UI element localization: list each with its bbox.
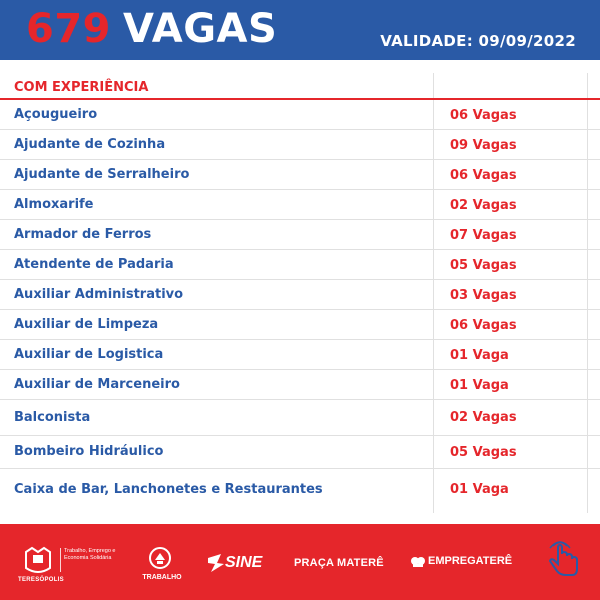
table-row [0, 190, 600, 220]
validity-date: VALIDADE: 09/09/2022 [380, 32, 576, 50]
table-row [0, 310, 600, 340]
table-row [0, 340, 600, 370]
job-rows [0, 100, 600, 509]
table-row [0, 250, 600, 280]
job-count: 02 Vagas [450, 198, 517, 213]
job-title: Auxiliar de Marceneiro [14, 377, 180, 392]
job-count: 05 Vagas [450, 258, 517, 273]
job-count: 03 Vagas [450, 288, 517, 303]
sine-label: SINE [225, 554, 263, 571]
table-row [0, 220, 600, 250]
table-row [0, 400, 600, 436]
trabalho-icon [148, 546, 172, 570]
footer-banner [0, 524, 600, 600]
empregatere-icon [410, 556, 426, 568]
job-title: Auxiliar de Limpeza [14, 317, 159, 332]
table-row [0, 280, 600, 310]
table-row [0, 160, 600, 190]
job-title: Ajudante de Serralheiro [14, 167, 190, 182]
job-count: 01 Vaga [450, 378, 509, 393]
job-count: 06 Vagas [450, 318, 517, 333]
job-title: Armador de Ferros [14, 227, 152, 242]
section-header-row [0, 73, 600, 100]
hand-tap-icon [542, 538, 584, 580]
job-count: 01 Vaga [450, 348, 509, 363]
city-name: TERESÓPOLIS [18, 577, 64, 583]
jobs-table [0, 73, 600, 513]
table-row [0, 436, 600, 469]
job-title: Ajudante de Cozinha [14, 137, 166, 152]
sine-logo [205, 552, 275, 582]
table-row [0, 370, 600, 400]
table-row [0, 100, 600, 130]
table-row [0, 469, 600, 509]
job-count: 06 Vagas [450, 168, 517, 183]
job-title: Bombeiro Hidráulico [14, 444, 164, 459]
job-title: Auxiliar de Logistica [14, 347, 164, 362]
job-count: 02 Vagas [450, 410, 517, 425]
job-title: Açougueiro [14, 107, 98, 122]
header-banner [0, 0, 600, 62]
headline [26, 6, 277, 52]
vacancies-word: VAGAS [123, 6, 278, 52]
job-title: Caixa de Bar, Lanchonetes e Restaurantes [14, 482, 323, 497]
teresopolis-logo [18, 546, 138, 586]
job-count: 01 Vaga [450, 482, 509, 497]
section-title: COM EXPERIÊNCIA [14, 80, 149, 95]
secretariat-name: Trabalho, Emprego e Economia Solidária [64, 548, 116, 561]
trabalho-logo [138, 546, 186, 590]
job-title: Almoxarife [14, 197, 94, 212]
trabalho-label: TRABALHO [142, 574, 182, 581]
job-title: Balconista [14, 410, 91, 425]
job-count: 05 Vagas [450, 445, 517, 460]
praca-matere-logo: PRAÇA MATERÊ [294, 557, 384, 569]
logo-separator [60, 548, 61, 572]
sine-icon [205, 552, 227, 574]
table-row [0, 130, 600, 160]
empregatere-label: EMPREGATERÊ [428, 555, 513, 567]
job-count: 09 Vagas [450, 138, 517, 153]
job-title: Auxiliar Administrativo [14, 287, 184, 302]
job-title: Atendente de Padaria [14, 257, 174, 272]
total-vacancies: 679 [26, 6, 111, 52]
job-count: 07 Vagas [450, 228, 517, 243]
job-count: 06 Vagas [450, 108, 517, 123]
